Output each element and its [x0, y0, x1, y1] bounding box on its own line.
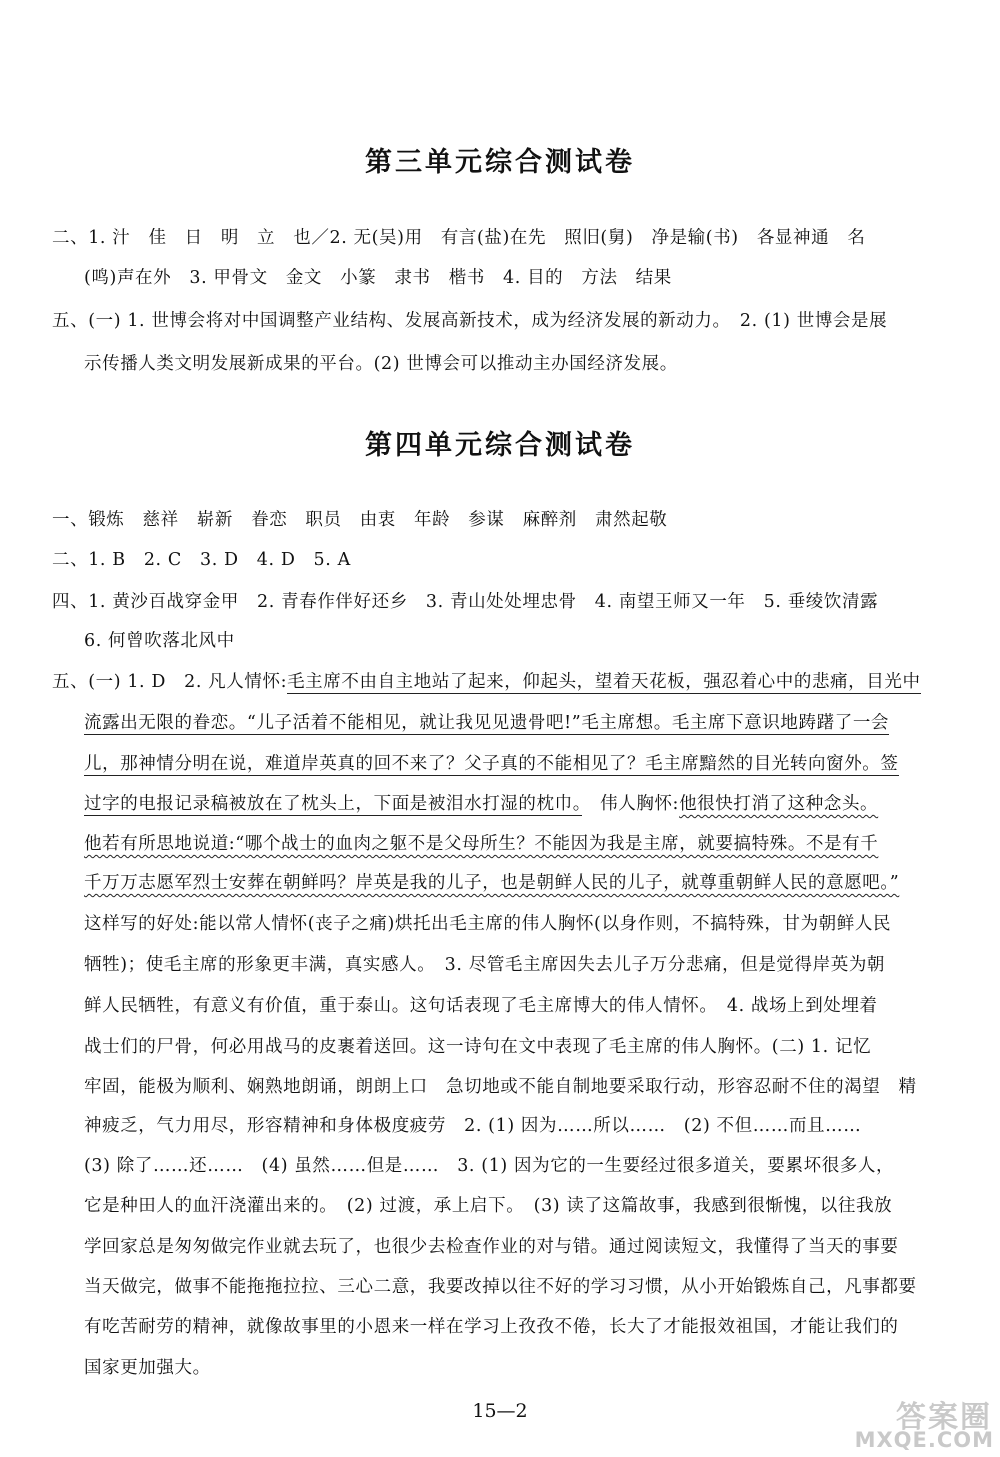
wavy-excerpt: 他很快打消了这种念头。 [679, 794, 879, 814]
section4-title: 第四单元综合测试卷 [365, 430, 635, 461]
section3-title: 第三单元综合测试卷 [365, 147, 635, 178]
section4-q5-rest-2: 牺牲)；使毛主席的形象更丰满，真实感人。 3. 尽管毛主席因失去儿子万分悲痛，但是觉得岸英为朝 [84, 955, 886, 975]
underlined-excerpt: 儿，那神情分明在说，难道岸英真的回不来了？父子真的不能相见了？毛主席黯然的目光转向窗外。签 [84, 754, 899, 774]
underlined-excerpt: 毛主席不由自主地站了起来，仰起头，望着天花板，强忍着心中的悲痛，目光中 [287, 672, 921, 692]
section4-q5-rest-9: 学回家总是匆匆做完作业就去玩了，也很少去检查作业的对与错。通过阅读短文，我懂得了当天的事要 [84, 1237, 899, 1257]
section3-line-3: 五、(一) 1. 世博会将对中国调整产业结构、发展高新技术，成为经济发展的新动力。 2. (1) 世博会是展 [52, 311, 888, 331]
section4-q1: 一、锻炼 慈祥 崭新 眷恋 职员 由衷 年龄 参谋 麻醉剂 肃然起敬 [52, 510, 668, 530]
wavy-excerpt: 千万万志愿军烈士安葬在朝鲜吗？岸英是我的儿子，也是朝鲜人民的儿子，就尊重朝鲜人民的意愿吧。” [84, 873, 900, 893]
section4-q5-rest-10: 当天做完，做事不能拖拖拉拉、三心二意，我要改掉以往不好的学习习惯，从小开始锻炼自己，凡事都要 [84, 1277, 917, 1297]
section4-q4-line-1: 四、1. 黄沙百战穿金甲 2. 青春作伴好还乡 3. 青山处处埋忠骨 4. 南望王师又一年 5. 垂绫饮清露 [52, 592, 879, 612]
q5-label: 五、(一) 1. D 2. 凡人情怀: [52, 672, 288, 692]
section3-line-4: 示传播人类文明发展新成果的平台。(2) 世博会可以推动主办国经济发展。 [84, 354, 678, 374]
section4-q5-line-3 [84, 750, 899, 775]
section4-q5-line-5 [84, 830, 878, 855]
section4-q2: 二、1. B 2. C 3. D 4. D 5. A [52, 550, 351, 570]
section4-q5-line-4 [84, 790, 878, 815]
section4-q5-line-6 [84, 869, 899, 894]
wavy-excerpt: 他若有所思地说道:“哪个战士的血肉之躯不是父母所生？不能因为我是主席，就要搞特殊。不是有千 [84, 834, 879, 854]
section4-q5-line-1 [52, 668, 921, 693]
section3-line-1: 二、1. 汁 佳 日 明 立 也／2. 无(吴)用 有言(盐)在先 照旧(舅) 净是输(书) 各显神通 名 [52, 228, 866, 248]
section4-q5-rest-1: 这样写的好处:能以常人情怀(丧子之痛)烘托出毛主席的伟人胸怀(以身作则，不搞特殊，甘为朝鲜人民 [84, 914, 892, 934]
section4-q5-rest-12: 国家更加强大。 [84, 1358, 211, 1378]
watermark-text-bottom: MXQE.COM [854, 1428, 994, 1452]
section4-q5-rest-3: 鲜人民牺牲，有意义有价值，重于泰山。这句话表现了毛主席博大的伟人情怀。 4. 战场上到处埋着 [84, 996, 878, 1016]
page-number: 15—2 [472, 1400, 528, 1422]
q5-label-2: 伟人胸怀: [582, 794, 680, 814]
section4-q5-rest-7: (3) 除了……还…… (4) 虽然……但是…… 3. (1) 因为它的一生要经过很多道关，要累坏很多人， [84, 1156, 895, 1176]
underlined-excerpt: 流露出无限的眷恋。“儿子活着不能相见，就让我见见遗骨吧!”毛主席想。毛主席下意识地踌躇了一会 [84, 713, 890, 733]
section4-q5-rest-4: 战士们的尸骨，何必用战马的皮裹着送回。这一诗句在文中表现了毛主席的伟人胸怀。(二) 1. 记忆 [84, 1037, 872, 1057]
section4-q5-rest-6: 神疲乏，气力用尽，形容精神和身体极度疲劳 2. (1) 因为……所以…… (2) 不但……而且…… [84, 1116, 862, 1136]
watermark-logo [818, 1392, 998, 1454]
section4-q5-line-2 [84, 709, 889, 734]
section3-line-2: (鸣)声在外 3. 甲骨文 金文 小篆 隶书 楷书 4. 目的 方法 结果 [84, 268, 672, 288]
section4-q5-rest-8: 它是种田人的血汗浇灌出来的。 (2) 过渡，承上启下。 (3) 读了这篇故事，我感到很惭愧，以往我放 [84, 1196, 893, 1216]
underlined-excerpt: 过字的电报记录稿被放在了枕头上，下面是被泪水打湿的枕巾。 [84, 794, 583, 814]
section4-q5-rest-5: 牢固，能极为顺利、娴熟地朗诵，朗朗上口 急切地或不能自制地要采取行动，形容忍耐不住的渴望 精 [84, 1077, 917, 1097]
section4-q4-line-2: 6. 何曾吹落北风中 [84, 631, 235, 651]
watermark-text-top: 答案圈 [896, 1400, 992, 1435]
section4-q5-rest-11: 有吃苦耐劳的精神，就像故事里的小恩来一样在学习上孜孜不倦，长大了才能报效祖国，才能让我们的 [84, 1317, 899, 1337]
